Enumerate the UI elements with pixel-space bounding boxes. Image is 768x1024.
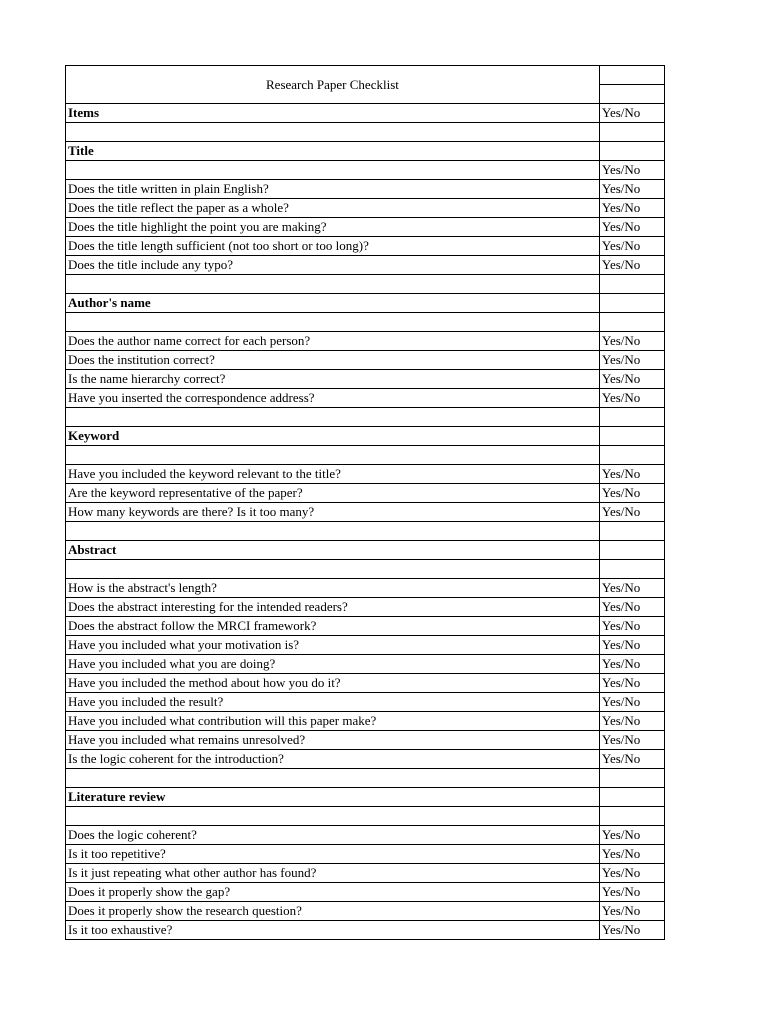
blank-cell xyxy=(66,446,600,465)
question-label: Does the institution correct? xyxy=(66,351,600,370)
yes-no-answer-cell[interactable]: Yes/No xyxy=(599,617,664,636)
question-label: Does the title length sufficient (not too short or too long)? xyxy=(66,237,600,256)
blank-cell xyxy=(66,313,600,332)
yes-no-answer-cell[interactable]: Yes/No xyxy=(599,921,664,940)
question-row xyxy=(66,598,665,617)
blank-cell xyxy=(66,522,600,541)
yes-no-answer-cell[interactable]: Yes/No xyxy=(599,161,664,180)
yes-no-answer-cell[interactable]: Yes/No xyxy=(599,199,664,218)
section-heading: Abstract xyxy=(66,541,600,560)
question-row xyxy=(66,237,665,256)
question-row xyxy=(66,845,665,864)
yes-no-answer-cell[interactable]: Yes/No xyxy=(599,712,664,731)
question-label: Have you included the result? xyxy=(66,693,600,712)
question-row xyxy=(66,655,665,674)
yes-no-answer-cell[interactable]: Yes/No xyxy=(599,731,664,750)
blank-cell xyxy=(66,769,600,788)
section-row xyxy=(66,142,665,161)
blank-row xyxy=(66,560,665,579)
question-label: Does it properly show the gap? xyxy=(66,883,600,902)
yes-no-answer-cell[interactable]: Yes/No xyxy=(599,579,664,598)
question-row xyxy=(66,180,665,199)
yes-no-answer-cell[interactable]: Yes/No xyxy=(599,484,664,503)
question-label: Does the author name correct for each person? xyxy=(66,332,600,351)
yes-no-answer-cell[interactable]: Yes/No xyxy=(599,370,664,389)
question-row xyxy=(66,693,665,712)
blank-answer-cell xyxy=(599,313,664,332)
question-row xyxy=(66,864,665,883)
blank-cell xyxy=(66,161,600,180)
blank-row xyxy=(66,522,665,541)
question-row xyxy=(66,484,665,503)
question-row xyxy=(66,617,665,636)
yes-no-answer-cell[interactable]: Yes/No xyxy=(599,826,664,845)
yes-no-answer-cell[interactable]: Yes/No xyxy=(599,218,664,237)
blank-row xyxy=(66,408,665,427)
question-row xyxy=(66,351,665,370)
question-label: Is it too exhaustive? xyxy=(66,921,600,940)
question-row xyxy=(66,199,665,218)
yes-no-answer-cell[interactable]: Yes/No xyxy=(599,389,664,408)
yes-no-answer-cell[interactable]: Yes/No xyxy=(599,503,664,522)
section-heading: Title xyxy=(66,142,600,161)
question-label: Does the title written in plain English? xyxy=(66,180,600,199)
question-row xyxy=(66,218,665,237)
blank-answer-cell xyxy=(599,123,664,142)
yes-no-answer-cell[interactable]: Yes/No xyxy=(599,655,664,674)
question-row xyxy=(66,389,665,408)
question-label: Have you included what you are doing? xyxy=(66,655,600,674)
question-row xyxy=(66,731,665,750)
question-row xyxy=(66,370,665,389)
answer-header: Yes/No xyxy=(599,104,664,123)
blank-answer-cell xyxy=(599,541,664,560)
blank-answer-cell xyxy=(599,427,664,446)
page-title: Research Paper Checklist xyxy=(66,66,600,104)
header-row xyxy=(66,104,665,123)
question-label: Are the keyword representative of the paper? xyxy=(66,484,600,503)
blank-answer-cell xyxy=(599,788,664,807)
question-row xyxy=(66,826,665,845)
question-row xyxy=(66,332,665,351)
section-row xyxy=(66,427,665,446)
yes-no-answer-cell[interactable]: Yes/No xyxy=(599,693,664,712)
blank-answer-cell xyxy=(599,769,664,788)
question-row xyxy=(66,712,665,731)
question-label: Is it just repeating what other author has found? xyxy=(66,864,600,883)
yes-no-answer-cell[interactable]: Yes/No xyxy=(599,845,664,864)
question-label: Is it too repetitive? xyxy=(66,845,600,864)
section-row xyxy=(66,788,665,807)
blank-answer-cell xyxy=(599,446,664,465)
section-heading: Keyword xyxy=(66,427,600,446)
items-header: Items xyxy=(66,104,600,123)
blank-answer-cell xyxy=(599,275,664,294)
question-label: Have you included what remains unresolved? xyxy=(66,731,600,750)
yes-no-answer-cell[interactable]: Yes/No xyxy=(599,256,664,275)
question-label: Have you included the keyword relevant to the title? xyxy=(66,465,600,484)
question-row xyxy=(66,921,665,940)
blank-row xyxy=(66,161,665,180)
question-label: Is the logic coherent for the introduction? xyxy=(66,750,600,769)
question-label: Have you included what your motivation is? xyxy=(66,636,600,655)
yes-no-answer-cell[interactable]: Yes/No xyxy=(599,598,664,617)
blank-row xyxy=(66,275,665,294)
yes-no-answer-cell[interactable]: Yes/No xyxy=(599,750,664,769)
yes-no-answer-cell[interactable]: Yes/No xyxy=(599,465,664,484)
question-label: Does the title highlight the point you are making? xyxy=(66,218,600,237)
section-heading: Literature review xyxy=(66,788,600,807)
title-row xyxy=(66,66,665,104)
section-heading: Author's name xyxy=(66,294,600,313)
blank-row xyxy=(66,123,665,142)
title-answer-cell xyxy=(599,66,664,104)
blank-answer-cell xyxy=(599,807,664,826)
blank-cell xyxy=(66,123,600,142)
question-row xyxy=(66,465,665,484)
question-label: Have you included the method about how you do it? xyxy=(66,674,600,693)
question-label: How is the abstract's length? xyxy=(66,579,600,598)
yes-no-answer-cell[interactable]: Yes/No xyxy=(599,636,664,655)
blank-row xyxy=(66,807,665,826)
blank-answer-cell xyxy=(599,408,664,427)
question-row xyxy=(66,579,665,598)
question-label: Does the title reflect the paper as a whole? xyxy=(66,199,600,218)
blank-answer-cell xyxy=(599,142,664,161)
question-row xyxy=(66,883,665,902)
question-label: Does the abstract interesting for the intended readers? xyxy=(66,598,600,617)
question-label: Does the abstract follow the MRCI framework? xyxy=(66,617,600,636)
question-label: How many keywords are there? Is it too many? xyxy=(66,503,600,522)
blank-cell xyxy=(66,807,600,826)
yes-no-answer-cell[interactable]: Yes/No xyxy=(599,864,664,883)
blank-cell xyxy=(66,560,600,579)
blank-row xyxy=(66,446,665,465)
question-row xyxy=(66,674,665,693)
yes-no-answer-cell[interactable]: Yes/No xyxy=(599,674,664,693)
yes-no-answer-cell[interactable]: Yes/No xyxy=(599,237,664,256)
yes-no-answer-cell[interactable]: Yes/No xyxy=(599,902,664,921)
blank-answer-cell xyxy=(599,294,664,313)
question-row xyxy=(66,256,665,275)
question-label: Does it properly show the research question? xyxy=(66,902,600,921)
question-label: Does the logic coherent? xyxy=(66,826,600,845)
blank-cell xyxy=(66,408,600,427)
blank-cell xyxy=(66,275,600,294)
question-row xyxy=(66,636,665,655)
section-row xyxy=(66,294,665,313)
question-row xyxy=(66,503,665,522)
question-row xyxy=(66,750,665,769)
yes-no-answer-cell[interactable]: Yes/No xyxy=(599,883,664,902)
blank-row xyxy=(66,769,665,788)
question-row xyxy=(66,902,665,921)
yes-no-answer-cell[interactable]: Yes/No xyxy=(599,351,664,370)
question-label: Is the name hierarchy correct? xyxy=(66,370,600,389)
question-label: Have you included what contribution will this paper make? xyxy=(66,712,600,731)
yes-no-answer-cell[interactable]: Yes/No xyxy=(599,180,664,199)
blank-row xyxy=(66,313,665,332)
blank-answer-cell xyxy=(599,522,664,541)
section-row xyxy=(66,541,665,560)
blank-answer-cell xyxy=(599,560,664,579)
question-label: Does the title include any typo? xyxy=(66,256,600,275)
question-label: Have you inserted the correspondence address? xyxy=(66,389,600,408)
yes-no-answer-cell[interactable]: Yes/No xyxy=(599,332,664,351)
checklist-table xyxy=(65,65,665,940)
